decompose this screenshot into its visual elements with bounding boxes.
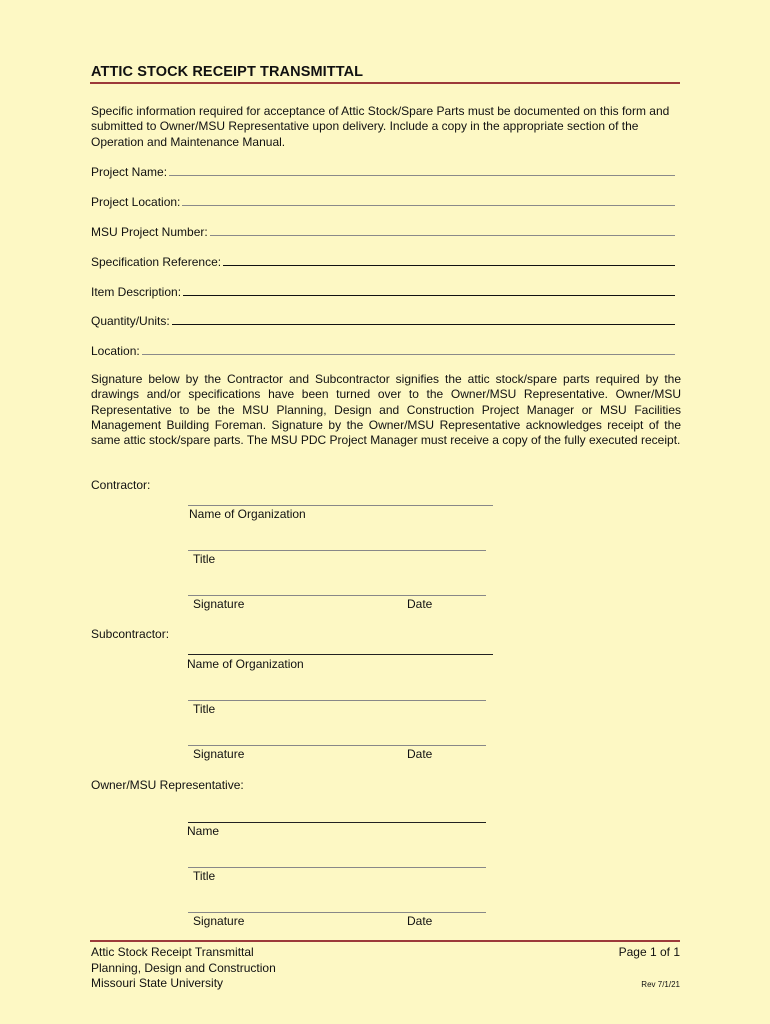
owner-name-caption: Name	[187, 824, 220, 838]
specification-reference-field[interactable]	[91, 253, 675, 269]
subcontractor-organization-caption: Name of Organization	[187, 657, 304, 671]
contractor-organization-line[interactable]	[188, 505, 493, 506]
footer-university: Missouri State University	[91, 976, 224, 990]
quantity-units-label: Quantity/Units:	[91, 314, 170, 328]
owner-name-line[interactable]	[188, 822, 486, 823]
project-location-line[interactable]	[182, 205, 675, 206]
project-location-label: Project Location:	[91, 195, 181, 209]
subcontractor-organization-line[interactable]	[188, 654, 493, 655]
msu-project-number-field[interactable]	[91, 223, 675, 239]
signature-paragraph: Signature below by the Contractor and Subcontractor signifies the attic stock/spare parts required by the drawings and/or specifications have been turned over to the Owner/MSU Representative. Owner/MSU Representative to be the MSU Planning, Design and Construction Project Manager or MSU Facilities Management Building Foreman. Signature by the Owner/MSU Representative acknowledges receipt of the same attic stock/spare parts. The MSU PDC Project Manager must receive a copy of the fully executed receipt.	[91, 372, 681, 448]
quantity-units-field[interactable]	[91, 312, 675, 328]
intro-text: Specific information required for acceptance of Attic Stock/Spare Parts must be documented on this form and submitted to Owner/MSU Representative upon delivery. Include a copy in the appropriate section of the Operation and Maintenance Manual.	[91, 104, 670, 149]
contractor-title-line[interactable]	[188, 550, 486, 551]
contractor-organization-caption: Name of Organization	[189, 507, 306, 521]
project-name-line[interactable]	[169, 175, 675, 176]
contractor-label: Contractor:	[91, 478, 151, 492]
item-description-line[interactable]	[183, 295, 675, 296]
msu-project-number-label: MSU Project Number:	[91, 225, 208, 239]
owner-representative-label: Owner/MSU Representative:	[91, 778, 244, 792]
footer-form-name: Attic Stock Receipt Transmittal	[91, 945, 254, 959]
revision-date: Rev 7/1/21	[641, 980, 680, 989]
project-name-field[interactable]	[91, 163, 675, 179]
project-location-field[interactable]	[91, 193, 675, 209]
footer-rule	[90, 940, 680, 942]
quantity-units-line[interactable]	[172, 324, 675, 325]
item-description-field[interactable]	[91, 283, 675, 299]
location-label: Location:	[91, 344, 140, 358]
project-name-label: Project Name:	[91, 165, 168, 179]
subcontractor-title-caption: Title	[193, 702, 216, 716]
owner-title-caption: Title	[193, 869, 216, 883]
item-description-label: Item Description:	[91, 285, 182, 299]
contractor-title-caption: Title	[193, 552, 216, 566]
form-title: ATTIC STOCK RECEIPT TRANSMITTAL	[91, 64, 364, 80]
subcontractor-label: Subcontractor:	[91, 627, 170, 641]
page-number: Page 1 of 1	[618, 945, 680, 959]
msu-project-number-line[interactable]	[210, 235, 675, 236]
contractor-date-caption: Date	[407, 597, 433, 611]
subcontractor-signature-caption: Signature	[193, 747, 245, 761]
contractor-signature-caption: Signature	[193, 597, 245, 611]
footer-department: Planning, Design and Construction	[91, 960, 276, 975]
location-field[interactable]	[91, 342, 675, 358]
specification-reference-label: Specification Reference:	[91, 255, 222, 269]
contractor-signature-line[interactable]	[188, 595, 486, 596]
subcontractor-signature-line[interactable]	[188, 745, 486, 746]
footer-info	[91, 945, 276, 992]
title-rule	[90, 82, 680, 84]
owner-signature-line[interactable]	[188, 912, 486, 913]
location-line[interactable]	[142, 354, 675, 355]
subcontractor-title-line[interactable]	[188, 700, 486, 701]
owner-title-line[interactable]	[188, 867, 486, 868]
subcontractor-date-caption: Date	[407, 747, 433, 761]
owner-date-caption: Date	[407, 914, 433, 928]
owner-signature-caption: Signature	[193, 914, 245, 928]
specification-reference-line[interactable]	[223, 265, 675, 266]
